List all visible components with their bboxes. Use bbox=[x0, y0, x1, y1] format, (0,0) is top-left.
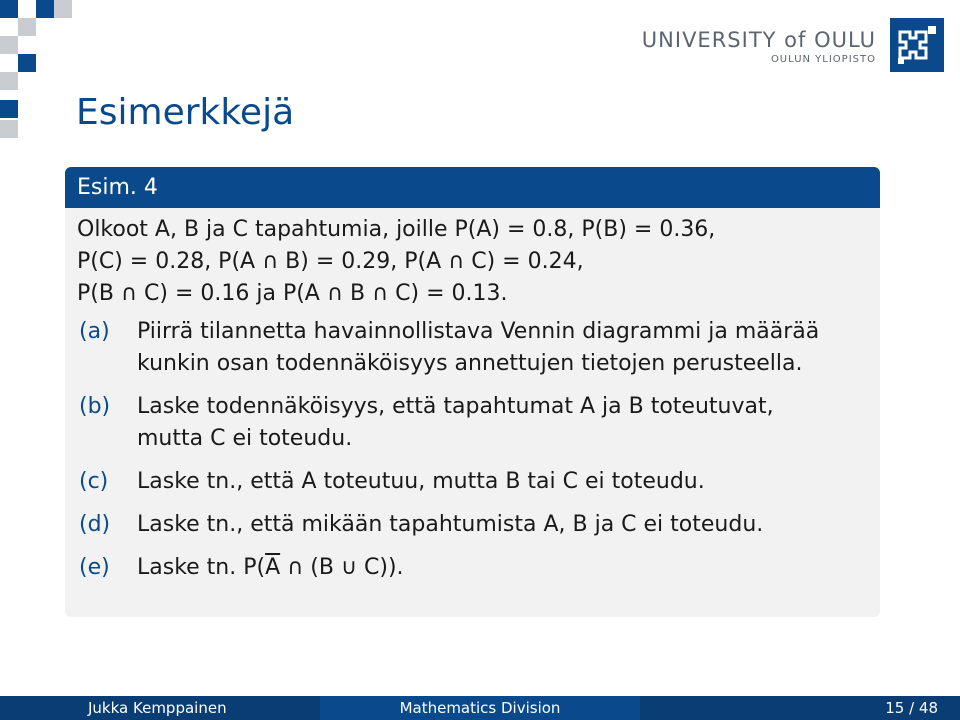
square-decoration bbox=[0, 0, 18, 18]
task-label: (b) bbox=[79, 394, 111, 419]
intro-line: P(C) = 0.28, P(A ∩ B) = 0.29, P(A ∩ C) = 0.24, bbox=[77, 249, 584, 274]
complement-set: $\overline{A}$ bbox=[265, 555, 281, 580]
example-block-header: Esim. 4 bbox=[65, 167, 880, 208]
task-item-c bbox=[77, 466, 870, 498]
square-decoration bbox=[18, 54, 36, 72]
footer-author: Jukka Kemppainen bbox=[0, 696, 320, 720]
task-text-suffix: ∩ (B ∪ C)). bbox=[280, 555, 404, 580]
task-text bbox=[137, 466, 870, 498]
university-logo-text bbox=[642, 28, 876, 65]
intro-line: P(B ∩ C) = 0.16 ja P(A ∩ B ∩ C) = 0.13. bbox=[77, 281, 508, 306]
footer-department: Mathematics Division bbox=[320, 696, 640, 720]
task-item-e bbox=[77, 552, 870, 584]
university-name: UNIVERSITY of OULU bbox=[641, 28, 876, 52]
task-label: (e) bbox=[79, 555, 110, 580]
footer-bar bbox=[0, 696, 960, 720]
task-line: mutta C ei toteudu. bbox=[137, 426, 353, 451]
university-subname: OULUN YLIOPISTO bbox=[770, 54, 876, 65]
example-intro bbox=[77, 212, 870, 310]
task-line: Laske tn., että A toteutuu, mutta B tai C ei toteudu. bbox=[137, 469, 705, 494]
university-emblem-icon bbox=[890, 18, 944, 72]
square-decoration bbox=[0, 72, 18, 90]
task-text bbox=[137, 552, 870, 584]
task-label: (a) bbox=[79, 319, 110, 344]
square-decoration bbox=[0, 120, 18, 138]
footer-page-number: 15 / 48 bbox=[640, 696, 960, 720]
task-text bbox=[137, 509, 870, 541]
task-item-b bbox=[77, 391, 870, 455]
page-title: Esimerkkejä bbox=[76, 92, 295, 134]
square-decoration bbox=[18, 18, 36, 36]
task-item-a bbox=[77, 316, 870, 380]
task-list bbox=[77, 316, 870, 584]
square-decoration bbox=[0, 100, 18, 118]
task-line: Laske tn., että mikään tapahtumista A, B ja C ei toteudu. bbox=[137, 512, 764, 537]
task-item-d bbox=[77, 509, 870, 541]
example-block-body bbox=[65, 208, 880, 584]
task-label: (d) bbox=[79, 512, 111, 537]
task-text bbox=[137, 316, 870, 380]
task-line: Piirrä tilannetta havainnollistava Vennin diagrammi ja määrää bbox=[137, 319, 820, 344]
task-line: kunkin osan todennäköisyys annettujen tietojen perusteella. bbox=[137, 351, 803, 376]
intro-line: Olkoot A, B ja C tapahtumia, joille P(A) = 0.8, P(B) = 0.36, bbox=[77, 217, 716, 242]
task-text-prefix: Laske tn. P( bbox=[137, 555, 266, 580]
task-text bbox=[137, 391, 870, 455]
square-decoration bbox=[0, 36, 18, 54]
square-decoration bbox=[36, 0, 54, 18]
task-line: Laske todennäköisyys, että tapahtumat A ja B toteutuvat, bbox=[137, 394, 774, 419]
task-label: (c) bbox=[79, 469, 109, 494]
square-decoration bbox=[54, 0, 72, 18]
example-block bbox=[65, 167, 880, 617]
